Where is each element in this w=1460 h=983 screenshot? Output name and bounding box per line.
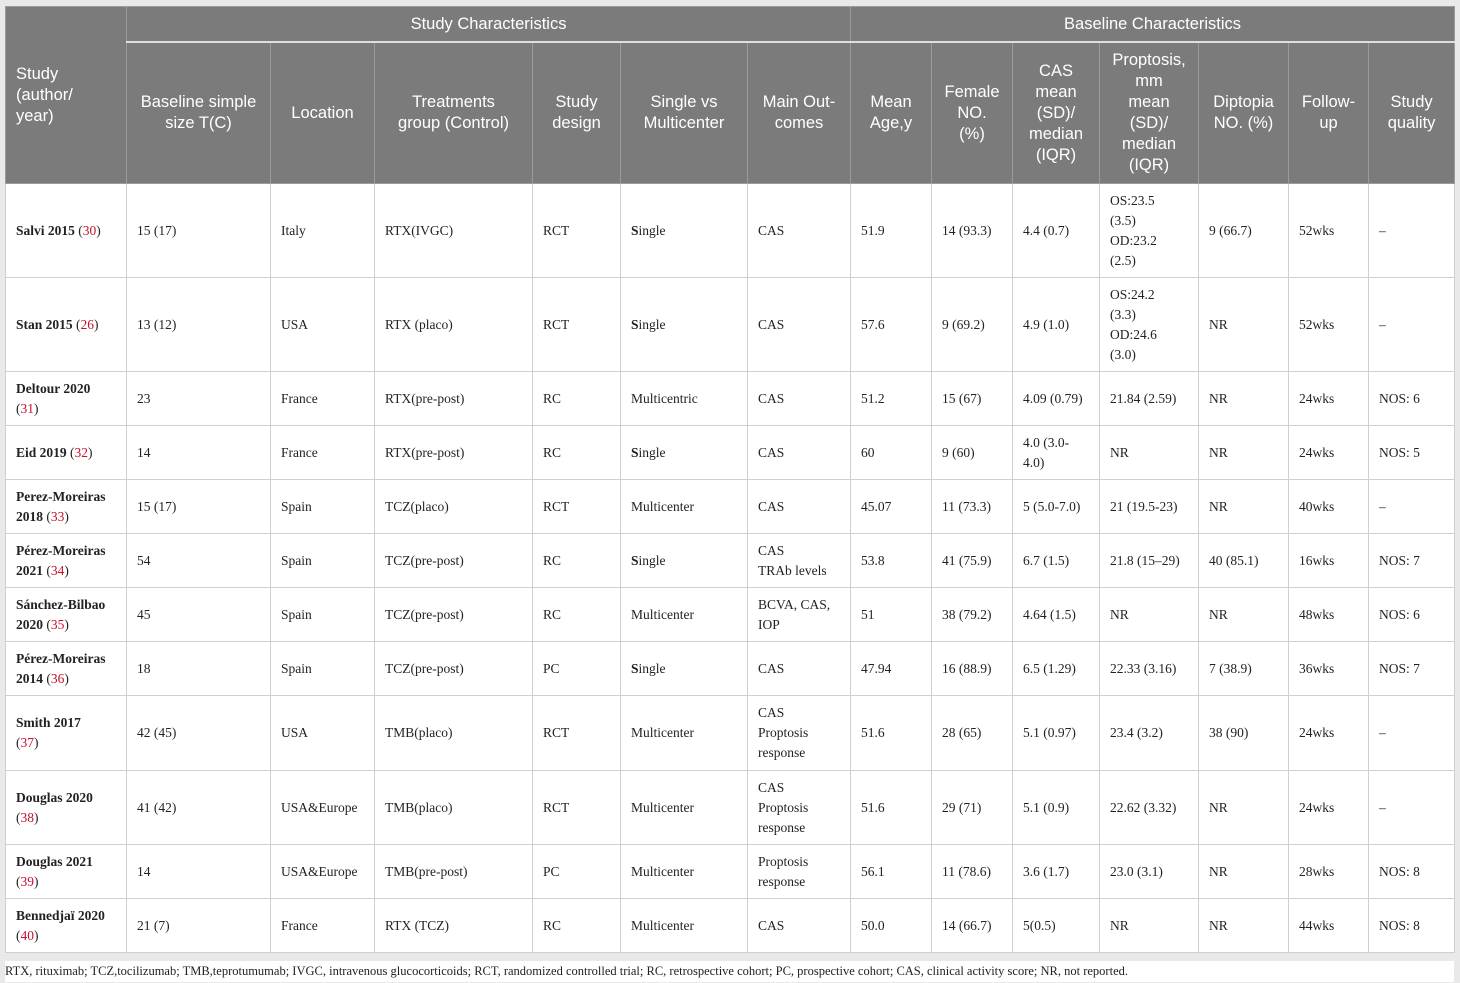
ref-paren: ) [96, 222, 101, 238]
table-cell: Multicentric [621, 372, 748, 426]
table-row [6, 696, 1455, 771]
reference-link[interactable]: 31 [20, 400, 34, 416]
table-cell: 13 (12) [127, 278, 271, 372]
table-cell: 15 (17) [127, 184, 271, 278]
table-cell: RC [533, 588, 621, 642]
study-name: Bennedjaï 2020 [16, 907, 105, 923]
table-cell: 51.9 [851, 184, 932, 278]
table-cell: RC [533, 534, 621, 588]
table-cell: 14 [127, 845, 271, 899]
table-cell: 41 (42) [127, 771, 271, 845]
ref-paren: ) [88, 444, 93, 460]
study-table [5, 6, 1455, 953]
study-name: Perez-Moreiras 2018 [16, 488, 106, 524]
ref-paren: ( [16, 400, 21, 416]
table-cell: 51.2 [851, 372, 932, 426]
table-cell: – [1369, 771, 1455, 845]
table-cell: OS:24.2 (3.3) OD:24.6 (3.0) [1100, 278, 1199, 372]
reference-link[interactable]: 38 [20, 809, 34, 825]
table-cell: RTX (TCZ) [375, 899, 533, 953]
table-cell: RCT [533, 771, 621, 845]
table-cell: 22.33 (3.16) [1100, 642, 1199, 696]
table-cell: France [271, 372, 375, 426]
table-cell: France [271, 426, 375, 480]
table-cell: NR [1199, 426, 1289, 480]
ref-paren: ) [94, 316, 99, 332]
table-cell: CAS [748, 426, 851, 480]
column-header: Single vs Multicenter [621, 42, 748, 184]
table-cell: BCVA, CAS, IOP [748, 588, 851, 642]
column-header: Location [271, 42, 375, 184]
table-cell: Multicenter [621, 480, 748, 534]
table-cell: 36wks [1289, 642, 1369, 696]
ref-paren: ( [46, 616, 51, 632]
table-cell: 3.6 (1.7) [1013, 845, 1100, 899]
header-study-label: Study (author/ year) [16, 64, 73, 125]
single-initial: S [631, 222, 639, 238]
table-row [6, 426, 1455, 480]
table-cell: 7 (38.9) [1199, 642, 1289, 696]
reference-link[interactable]: 36 [50, 670, 65, 686]
table-cell: PC [533, 642, 621, 696]
table-cell: 23.0 (3.1) [1100, 845, 1199, 899]
study-cell [6, 426, 127, 480]
table-cell: TCZ(pre-post) [375, 588, 533, 642]
table-cell: 54 [127, 534, 271, 588]
column-header: Study quality [1369, 42, 1455, 184]
table-cell: 9 (60) [932, 426, 1013, 480]
ref-paren: ( [16, 927, 21, 943]
table-header [6, 7, 1455, 184]
table-cell: 23.4 (3.2) [1100, 696, 1199, 771]
table-cell: 18 [127, 642, 271, 696]
table-cell: 4.09 (0.79) [1013, 372, 1100, 426]
table-cell: 5.1 (0.9) [1013, 771, 1100, 845]
table-cell: RC [533, 426, 621, 480]
reference-link[interactable]: 37 [20, 735, 34, 750]
table-cell: TCZ(pre-post) [375, 534, 533, 588]
table-cell: 5.1 (0.97) [1013, 696, 1100, 771]
column-header: Follow- up [1289, 42, 1369, 184]
table-cell: 41 (75.9) [932, 534, 1013, 588]
table-cell: 4.64 (1.5) [1013, 588, 1100, 642]
study-cell [6, 899, 127, 953]
table-cell: CAS [748, 278, 851, 372]
single-initial: S [631, 444, 639, 460]
table-cell: 23 [127, 372, 271, 426]
table-cell: Single [621, 426, 748, 480]
table-cell: 29 (71) [932, 771, 1013, 845]
table-cell: 40wks [1289, 480, 1369, 534]
table-cell: RC [533, 372, 621, 426]
table-cell: RC [533, 899, 621, 953]
table-cell: NOS: 6 [1369, 372, 1455, 426]
ref-paren: ( [16, 873, 21, 889]
study-name: Deltour 2020 [16, 380, 91, 396]
table-row [6, 372, 1455, 426]
table-cell: 11 (73.3) [932, 480, 1013, 534]
column-header: Main Out- comes [748, 42, 851, 184]
ref-paren: ) [64, 616, 69, 632]
table-cell: TCZ(placo) [375, 480, 533, 534]
table-cell: 15 (67) [932, 372, 1013, 426]
ref-paren: ( [16, 735, 21, 750]
ref-paren: ) [64, 508, 69, 524]
table-cell: 6.5 (1.29) [1013, 642, 1100, 696]
table-cell: CAS [748, 480, 851, 534]
table-cell: 56.1 [851, 845, 932, 899]
study-name: Sánchez-Bilbao 2020 [16, 596, 106, 632]
table-row [6, 480, 1455, 534]
header-column-row [6, 42, 1455, 184]
table-cell: USA [271, 696, 375, 771]
table-cell: USA&Europe [271, 771, 375, 845]
table-cell: NOS: 6 [1369, 588, 1455, 642]
ref-paren: ( [46, 670, 51, 686]
table-cell: Single [621, 534, 748, 588]
table-cell: 50.0 [851, 899, 932, 953]
table-cell: 5(0.5) [1013, 899, 1100, 953]
column-header: Proptosis, mm mean (SD)/ median (IQR) [1100, 42, 1199, 184]
study-cell [6, 534, 127, 588]
reference-link[interactable]: 33 [50, 508, 65, 524]
table-cell: NR [1100, 426, 1199, 480]
table-cell: Italy [271, 184, 375, 278]
table-cell: Multicenter [621, 899, 748, 953]
table-cell: 48wks [1289, 588, 1369, 642]
table-cell: NR [1199, 588, 1289, 642]
table-cell: CAS Proptosis response [748, 696, 851, 771]
ref-paren: ( [16, 809, 21, 825]
table-cell: NOS: 8 [1369, 899, 1455, 953]
column-header: CAS mean (SD)/ median (IQR) [1013, 42, 1100, 184]
reference-link[interactable]: 30 [82, 222, 97, 238]
table-cell: – [1369, 480, 1455, 534]
table-cell: PC [533, 845, 621, 899]
column-header: Baseline simple size T(C) [127, 42, 271, 184]
table-cell: CAS Proptosis response [748, 771, 851, 845]
table-cell: USA&Europe [271, 845, 375, 899]
reference-link[interactable]: 34 [50, 562, 65, 578]
column-header: Study design [533, 42, 621, 184]
table-cell: 40 (85.1) [1199, 534, 1289, 588]
reference-link[interactable]: 26 [80, 316, 95, 332]
header-group-row [6, 7, 1455, 43]
table-cell: NR [1199, 899, 1289, 953]
table-cell: 6.7 (1.5) [1013, 534, 1100, 588]
table-cell: 51.6 [851, 696, 932, 771]
ref-paren: ) [34, 873, 39, 889]
header-study [6, 7, 127, 184]
table-cell: 5 (5.0-7.0) [1013, 480, 1100, 534]
table-cell: 22.62 (3.32) [1100, 771, 1199, 845]
study-cell [6, 372, 127, 426]
table-cell: RCT [533, 184, 621, 278]
table-cell: TCZ(pre-post) [375, 642, 533, 696]
table-cell: 14 [127, 426, 271, 480]
ref-paren: ( [46, 508, 51, 524]
table-cell: TMB(pre-post) [375, 845, 533, 899]
table-cell: Proptosis response [748, 845, 851, 899]
table-cell: 14 (66.7) [932, 899, 1013, 953]
study-cell [6, 696, 127, 771]
table-cell: 11 (78.6) [932, 845, 1013, 899]
table-cell: 24wks [1289, 426, 1369, 480]
table-cell: Multicenter [621, 588, 748, 642]
table-cell: 4.4 (0.7) [1013, 184, 1100, 278]
table-row [6, 534, 1455, 588]
table-cell: NR [1199, 480, 1289, 534]
table-cell: CAS [748, 899, 851, 953]
table-cell: Single [621, 184, 748, 278]
table-cell: Multicenter [621, 696, 748, 771]
table-cell: USA [271, 278, 375, 372]
table-cell: 21 (19.5-23) [1100, 480, 1199, 534]
table-cell: Spain [271, 480, 375, 534]
column-header: Diptopia NO. (%) [1199, 42, 1289, 184]
table-footnote: RTX, rituximab; TCZ,tocilizumab; TMB,teprotumumab; IVGC, intravenous glucocorticoids; RCT, randomized controlled trial; RC, retrospective cohort; PC, prospective cohort; CAS, clinical activity score; NR, not reported. [5, 961, 1454, 982]
single-initial: S [631, 660, 639, 676]
study-name: Pérez-Moreiras 2014 [16, 650, 106, 686]
table-cell: 15 (17) [127, 480, 271, 534]
table-cell: 9 (66.7) [1199, 184, 1289, 278]
study-cell [6, 278, 127, 372]
table-cell: RTX (placo) [375, 278, 533, 372]
table-cell: NOS: 8 [1369, 845, 1455, 899]
reference-link[interactable]: 39 [20, 873, 34, 889]
table-cell: Spain [271, 534, 375, 588]
table-cell: 42 (45) [127, 696, 271, 771]
table-row [6, 588, 1455, 642]
table-cell: 38 (90) [1199, 696, 1289, 771]
study-name: Salvi 2015 [16, 222, 79, 238]
study-name: Pérez-Moreiras 2021 [16, 542, 106, 578]
table-cell: 16wks [1289, 534, 1369, 588]
reference-link[interactable]: 35 [50, 616, 65, 632]
table-cell: 24wks [1289, 372, 1369, 426]
table-cell: Multicenter [621, 771, 748, 845]
table-cell: – [1369, 696, 1455, 771]
table-cell: 52wks [1289, 278, 1369, 372]
table-row [6, 845, 1455, 899]
study-cell [6, 184, 127, 278]
table-cell: NR [1199, 845, 1289, 899]
table-cell: NR [1199, 771, 1289, 845]
table-cell: 52wks [1289, 184, 1369, 278]
column-header: Mean Age,y [851, 42, 932, 184]
table-cell: RCT [533, 696, 621, 771]
table-cell: RCT [533, 480, 621, 534]
table-cell: NR [1199, 372, 1289, 426]
table-row [6, 184, 1455, 278]
single-initial: S [631, 552, 639, 568]
table-cell: 9 (69.2) [932, 278, 1013, 372]
table-cell: 16 (88.9) [932, 642, 1013, 696]
table-cell: 21 (7) [127, 899, 271, 953]
table-cell: 21.84 (2.59) [1100, 372, 1199, 426]
table-cell: NOS: 5 [1369, 426, 1455, 480]
table-cell: NR [1100, 899, 1199, 953]
ref-paren: ) [34, 735, 39, 750]
table-cell: 51 [851, 588, 932, 642]
group-baseline-characteristics: Baseline Characteristics [851, 7, 1455, 43]
study-name: Douglas 2021 [16, 853, 93, 869]
table-cell: Single [621, 642, 748, 696]
table-cell: CAS [748, 184, 851, 278]
table-cell: 47.94 [851, 642, 932, 696]
table-row [6, 278, 1455, 372]
column-header: Female NO. (%) [932, 42, 1013, 184]
ref-paren: ( [76, 316, 81, 332]
table-cell: RTX(pre-post) [375, 372, 533, 426]
reference-link[interactable]: 32 [74, 444, 89, 460]
table-cell: – [1369, 278, 1455, 372]
table-cell: Multicenter [621, 845, 748, 899]
single-initial: S [631, 316, 639, 332]
table-cell: OS:23.5 (3.5) OD:23.2 (2.5) [1100, 184, 1199, 278]
ref-paren: ( [70, 444, 75, 460]
table-cell: TMB(placo) [375, 696, 533, 771]
study-name: Douglas 2020 [16, 789, 93, 805]
study-cell [6, 771, 127, 845]
table-cell: France [271, 899, 375, 953]
study-name: Stan 2015 [16, 316, 77, 332]
table-row [6, 642, 1455, 696]
ref-paren: ( [78, 222, 83, 238]
table-cell: 24wks [1289, 696, 1369, 771]
study-cell [6, 480, 127, 534]
table-cell: CAS [748, 372, 851, 426]
ref-paren: ( [46, 562, 51, 578]
study-cell [6, 588, 127, 642]
table-cell: TMB(placo) [375, 771, 533, 845]
ref-paren: ) [64, 670, 69, 686]
reference-link[interactable]: 40 [20, 927, 34, 943]
table-cell: – [1369, 184, 1455, 278]
table-cell: 4.0 (3.0- 4.0) [1013, 426, 1100, 480]
table-cell: 45.07 [851, 480, 932, 534]
table-row [6, 771, 1455, 845]
table-cell: 38 (79.2) [932, 588, 1013, 642]
table-cell: NR [1100, 588, 1199, 642]
table-cell: RCT [533, 278, 621, 372]
study-name: Smith 2017 [16, 715, 81, 730]
column-header: Treatments group (Control) [375, 42, 533, 184]
ref-paren: ) [34, 927, 39, 943]
table-cell: 24wks [1289, 771, 1369, 845]
table-cell: Spain [271, 588, 375, 642]
table-cell: 53.8 [851, 534, 932, 588]
ref-paren: ) [34, 809, 39, 825]
table-cell: 57.6 [851, 278, 932, 372]
table-cell: NOS: 7 [1369, 534, 1455, 588]
table-cell: 44wks [1289, 899, 1369, 953]
table-cell: 60 [851, 426, 932, 480]
table-cell: 28 (65) [932, 696, 1013, 771]
table-cell: 28wks [1289, 845, 1369, 899]
table-cell: RTX(IVGC) [375, 184, 533, 278]
table-cell: CAS TRAb levels [748, 534, 851, 588]
table-cell: NOS: 7 [1369, 642, 1455, 696]
table-cell: CAS [748, 642, 851, 696]
study-cell [6, 845, 127, 899]
table-cell: 45 [127, 588, 271, 642]
ref-paren: ) [34, 400, 39, 416]
ref-paren: ) [64, 562, 69, 578]
table-cell: Single [621, 278, 748, 372]
table-body [6, 184, 1455, 953]
table-cell: RTX(pre-post) [375, 426, 533, 480]
table-cell: Spain [271, 642, 375, 696]
table-cell: 4.9 (1.0) [1013, 278, 1100, 372]
study-cell [6, 642, 127, 696]
table-cell: 51.6 [851, 771, 932, 845]
table-row [6, 899, 1455, 953]
table-cell: 14 (93.3) [932, 184, 1013, 278]
study-name: Eid 2019 [16, 444, 71, 460]
group-study-characteristics: Study Characteristics [127, 7, 851, 43]
table-cell: NR [1199, 278, 1289, 372]
table-cell: 21.8 (15–29) [1100, 534, 1199, 588]
